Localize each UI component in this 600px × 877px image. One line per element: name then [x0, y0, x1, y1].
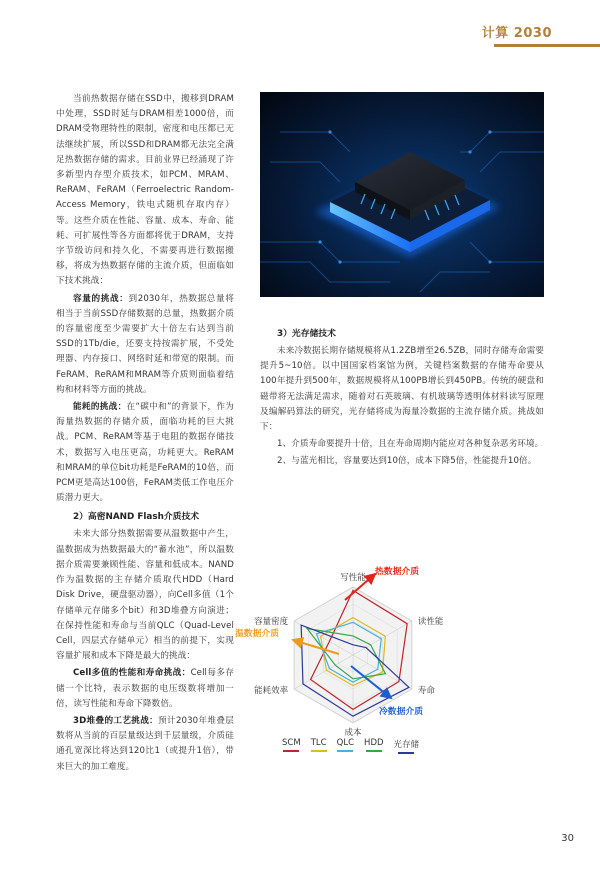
radar-axis-label: 读性能 — [417, 617, 444, 627]
paragraph-lead: 3D堆叠的工艺挑战： — [73, 715, 159, 726]
paragraph-body: Cell每多存储一个比特，表示数据的电压级数将增加一倍，读写性能和寿命下降数倍。 — [56, 668, 235, 709]
legend-label: QLC — [336, 738, 355, 748]
paragraph: 未来大部分热数据需要从温数据中产生，温数据成为热数据最大的“蓄水池”，所以温数据介质需要兼顾性能、容量和低成本。NAND作为温数据的主存储介质取代HDD（Hard Disk Drive，硬盘驱动器），向Cell多值（1个存储单元存储多个bit）和3D堆叠方向演进；在保持性能和寿命与当前QLC（Quad-Level Cell，四层式存储单元）相当的前提下，实现容量扩展和成本下降是最大的挑战： — [56, 529, 234, 662]
legend-item — [337, 738, 354, 754]
radar-axis-label: 写性能 — [340, 573, 366, 583]
legend-swatch — [398, 752, 414, 754]
legend-swatch — [283, 750, 299, 752]
paragraph: 未来冷数据长期存储规模将从1.2ZB增至26.5ZB，同时存储寿命需要提升5~10倍。以中国国家档案馆为例，关键档案数据的存储寿命要从100年提升到500年，数据规模将从100PB增长到450PB。传统的硬盘和磁带将无法满足需求，随着对石英玻璃、有机玻璃等透明体材料读写原理及编解码算法的研究，光存储将成为海量冷数据的主流存储介质。挑战如下： — [260, 346, 544, 433]
radar-chart — [235, 558, 455, 748]
legend-swatch — [366, 750, 382, 752]
paragraph — [56, 292, 234, 398]
warm-callout: 温数据介质 — [235, 629, 279, 639]
cold-callout: 冷数据介质 — [379, 707, 423, 717]
chip-illustration — [260, 92, 544, 297]
radar-axis-label: 成本 — [344, 728, 362, 738]
page-number: 30 — [561, 833, 574, 844]
hot-callout: 热数据介质 — [375, 567, 419, 577]
section-heading: 2）高密NAND Flash介质技术 — [73, 512, 200, 523]
paragraph — [56, 400, 234, 506]
radar-legend — [282, 738, 432, 754]
radar-axis-label: 寿命 — [417, 686, 435, 696]
legend-label: TLC — [310, 738, 327, 748]
legend-label: 光存储 — [393, 740, 420, 750]
right-column — [260, 323, 544, 470]
legend-label: SCM — [282, 738, 301, 748]
chip-image — [260, 92, 544, 297]
paragraph-lead: Cell多值的性能和寿命挑战： — [73, 668, 191, 679]
header-rule — [494, 44, 600, 47]
paragraph: 2、与蓝光相比，容量要达到10倍，成本下降5倍，性能提升10倍。 — [277, 456, 537, 467]
paragraph: 当前热数据存储在SSD中，搬移到DRAM中处理，SSD时延与DRAM相差1000倍，而DRAM受物理特性的限制，密度和电压都已无法继续扩展，所以SSD和DRAM都无法完全满足热数据存储的需求。目前业界已经涌现了许多新型内存型介质技术，如PCM、MRAM、ReRAM、FeRAM（Ferroelectric Random-Access Memory，铁电式随机存取内存）等。这些介质在性能、容量、成本、寿命、能耗、可扩展性等各方面都将优于DRAM，支持字节级访问和持久化，不需要再进行数据搬移，将成为热数据存储的主流介质，但面临如下技术挑战： — [56, 94, 234, 287]
paragraph-body: 到2030年，热数据总量将相当于当前SSD存储数据的总量，热数据介质的容量密度至少需要扩大十倍左右达到当前SSD的1Tb/die，还要支持按需扩展，不受处理器、内存接口、网络时延和带宽的限制。而FeRAM、ReRAM和MRAM等介质则面临着结构和材料等方面的挑战。 — [56, 293, 235, 395]
paragraph-body: 预计2030年堆叠层数将从当前的百层量级达到千层量级，介质硅通孔宽深比将达到120比1（或提升1倍），带来巨大的加工难度。 — [56, 715, 234, 772]
legend-item — [282, 738, 301, 754]
paragraph: 1、介质寿命要提升十倍，且在寿命周期内能应对各种复杂恶劣环境。 — [277, 439, 544, 450]
radar-axis-label: 能耗效率 — [254, 686, 289, 696]
legend-swatch — [337, 750, 353, 752]
running-header: 计算 2030 — [481, 26, 552, 41]
radar-axis-label: 容量密度 — [254, 617, 289, 627]
section-heading: 3）光存储技术 — [277, 329, 336, 339]
radar-svg — [235, 558, 455, 748]
left-column — [56, 92, 234, 775]
paragraph-lead: 容量的挑战： — [73, 293, 129, 304]
legend-item — [311, 738, 327, 754]
paragraph-body: 在“碳中和”的背景下，作为海量热数据的存储介质，面临功耗的巨大挑战。PCM、ReRAM等基于电阻的数据存储技术，数据写入电压更高，功耗更大。ReRAM和MRAM的单位bit功耗是FeRAM的10倍，而PCM更是高达100倍，FeRAM类低工作电压介质潜力更大。 — [56, 402, 234, 504]
paragraph-lead: 能耗的挑战： — [73, 402, 127, 413]
paragraph — [56, 666, 234, 712]
legend-label: HDD — [364, 738, 384, 748]
legend-item — [364, 738, 383, 754]
legend-item — [394, 738, 420, 754]
legend-swatch — [311, 750, 327, 752]
paragraph — [56, 714, 234, 775]
